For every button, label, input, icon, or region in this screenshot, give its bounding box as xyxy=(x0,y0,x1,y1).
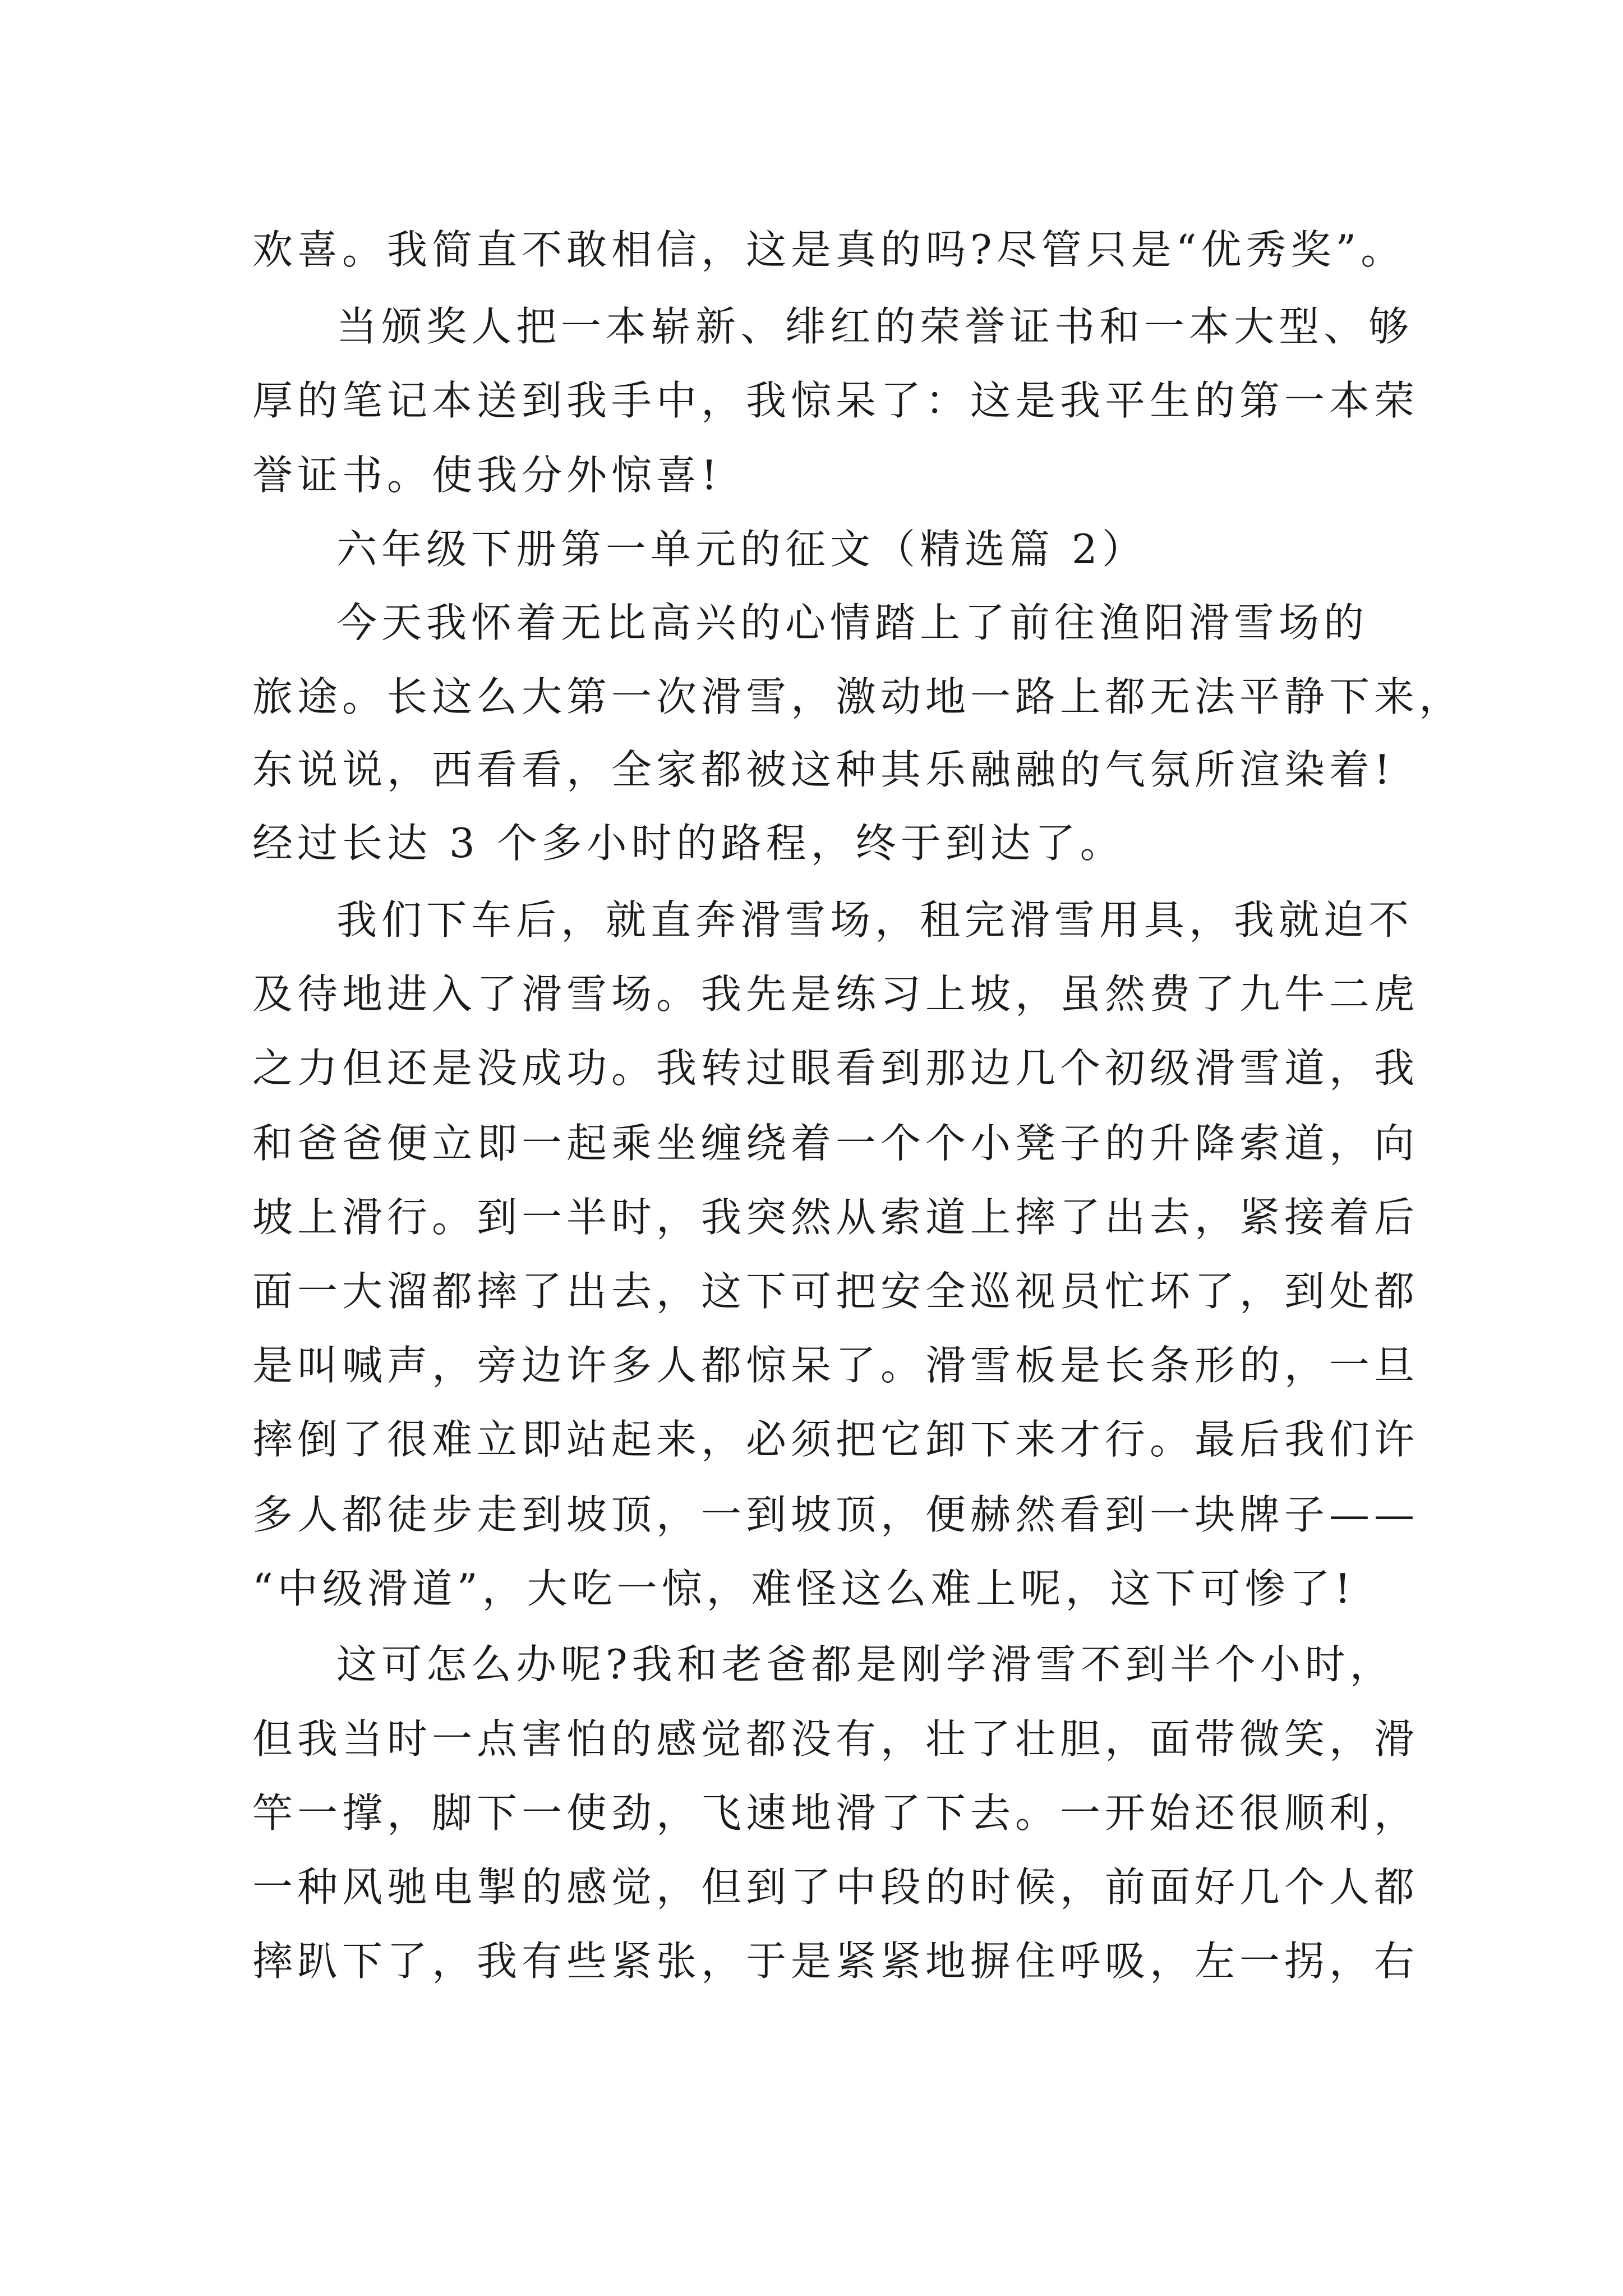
text-line: 及待地进入了滑雪场。我先是练习上坡，虽然费了九牛二虎 xyxy=(252,970,1419,1018)
text-line: 竿一撑，脚下一使劲，飞速地滑了下去。一开始还很顺利， xyxy=(252,1789,1419,1837)
text-line: 摔趴下了，我有些紧张，于是紧紧地摒住呼吸，左一拐，右 xyxy=(252,1938,1419,1985)
text-line: 多人都徒步走到坡顶，一到坡顶，便赫然看到一块牌子—— xyxy=(252,1491,1419,1538)
text-line: 一种风驰电掣的感觉，但到了中段的时候，前面好几个人都 xyxy=(252,1864,1419,1911)
section-heading: 六年级下册第一单元的征文（精选篇 2） xyxy=(336,526,1147,573)
text-line: 旅途。长这么大第一次滑雪，激动地一路上都无法平静下来， xyxy=(252,673,1464,720)
text-line: 厚的笔记本送到我手中，我惊呆了：这是我平生的第一本荣 xyxy=(252,377,1419,424)
text-line: 欢喜。我简直不敢相信，这是真的吗?尽管只是“优秀奖”。 xyxy=(252,226,1406,273)
text-line: 坡上滑行。到一半时，我突然从索道上摔了出去，紧接着后 xyxy=(252,1194,1419,1241)
text-line: 经过长达 3 个多小时的路程，终于到达了。 xyxy=(252,820,1125,867)
text-line: 誉证书。使我分外惊喜! xyxy=(252,452,722,499)
text-line: 但我当时一点害怕的感觉都没有，壮了壮胆，面带微笑，滑 xyxy=(252,1715,1419,1763)
text-line: “中级滑道”，大吃一惊，难怪这么难上呢，这下可惨了! xyxy=(252,1565,1355,1612)
text-line: 和爸爸便立即一起乘坐缠绕着一个个小凳子的升降索道，向 xyxy=(252,1120,1419,1167)
text-line: 今天我怀着无比高兴的心情踏上了前往渔阳滑雪场的 xyxy=(336,599,1369,646)
text-line: 摔倒了很难立即站起来，必须把它卸下来才行。最后我们许 xyxy=(252,1416,1419,1463)
text-line: 是叫喊声，旁边许多人都惊呆了。滑雪板是长条形的，一旦 xyxy=(252,1342,1419,1389)
text-line: 东说说，西看看，全家都被这种其乐融融的气氛所渲染着! xyxy=(252,746,1395,793)
text-line: 我们下车后，就直奔滑雪场，租完滑雪用具，我就迫不 xyxy=(336,896,1414,944)
text-line: 当颁奖人把一本崭新、绯红的荣誉证书和一本大型、够 xyxy=(336,303,1414,350)
text-line: 之力但还是没成功。我转过眼看到那边几个初级滑雪道，我 xyxy=(252,1045,1419,1092)
text-line: 面一大溜都摔了出去，这下可把安全巡视员忙坏了，到处都 xyxy=(252,1268,1419,1315)
text-line: 这可怎么办呢?我和老爸都是刚学滑雪不到半个小时， xyxy=(336,1641,1395,1688)
